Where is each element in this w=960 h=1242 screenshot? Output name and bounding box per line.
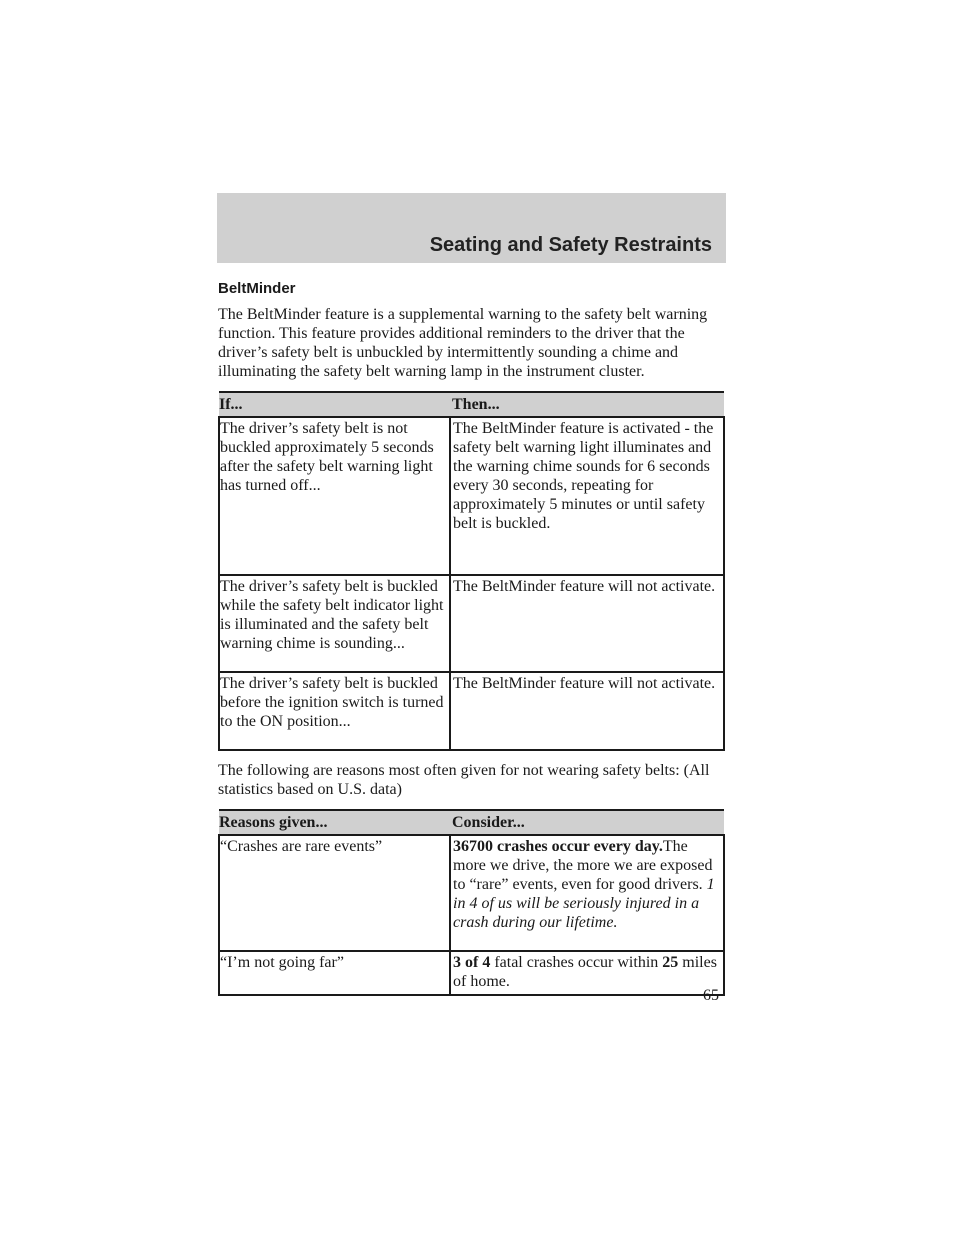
table-cell-if: The driver’s safety belt is buckled while the safety belt indicator light is illuminated and the safety belt warning chime is sounding... <box>219 575 450 672</box>
table-header-row <box>219 392 724 417</box>
statistic-bold: 25 <box>662 954 679 971</box>
statistic-text: fatal crashes occur within <box>494 954 659 971</box>
table-cell-then: The BeltMinder feature is activated - the safety belt warning light illuminates and the warning chime sounds for 6 seconds every 30 seconds, repeating for approximately 5 minutes or until safety belt is buckled. <box>450 417 724 575</box>
table-cell-if: The driver’s safety belt is buckled before the ignition switch is turned to the ON position... <box>219 672 450 750</box>
table-cell-reason: “Crashes are rare events” <box>219 835 450 951</box>
table-row <box>219 417 724 575</box>
statistic-text: miles of home. <box>453 954 717 990</box>
table-cell-if: The driver’s safety belt is not buckled approximately 5 seconds after the safety belt warning light has turned off... <box>219 417 450 575</box>
table-row <box>219 835 724 951</box>
column-header-if: If... <box>219 392 450 417</box>
page-content <box>218 280 725 1006</box>
column-header-reasons: Reasons given... <box>219 810 450 835</box>
section-header-band <box>217 193 726 263</box>
table-cell-then: The BeltMinder feature will not activate. <box>450 575 724 672</box>
table-row <box>219 672 724 750</box>
table-cell-consider <box>450 951 724 995</box>
beltminder-heading: BeltMinder <box>218 280 296 297</box>
table-row <box>219 951 724 995</box>
beltminder-intro: The BeltMinder feature is a supplemental warning to the safety belt warning function. This feature provides additional reminders to the driver that the driver’s safety belt is unbuckled by intermittently sounding a chime and illuminating the safety belt warning lamp in the instrument cluster. <box>218 306 708 380</box>
table-header-row <box>219 810 724 835</box>
section-title: Seating and Safety Restraints <box>429 234 712 256</box>
reasons-table <box>218 809 725 996</box>
statistic-bold: 36700 crashes occur every day. <box>453 838 663 855</box>
table-cell-then: The BeltMinder feature will not activate. <box>450 672 724 750</box>
statistic-bold: 3 of 4 <box>453 954 491 971</box>
reasons-intro: The following are reasons most often given for not wearing safety belts: (All statistics based on U.S. data) <box>218 762 710 798</box>
table-cell-reason: “I’m not going far” <box>219 951 450 995</box>
beltminder-table <box>218 391 725 751</box>
table-cell-consider <box>450 835 724 951</box>
column-header-consider: Consider... <box>450 810 724 835</box>
statistic-italic: 1 in 4 of us will be seriously injured in a crash during our lifetime. <box>453 876 715 931</box>
statistic-text: The more we drive, the more we are exposed to “rare” events, even for good drivers. <box>453 838 713 893</box>
page-number: 65 <box>703 987 719 1004</box>
table-row <box>219 575 724 672</box>
column-header-then: Then... <box>450 392 724 417</box>
